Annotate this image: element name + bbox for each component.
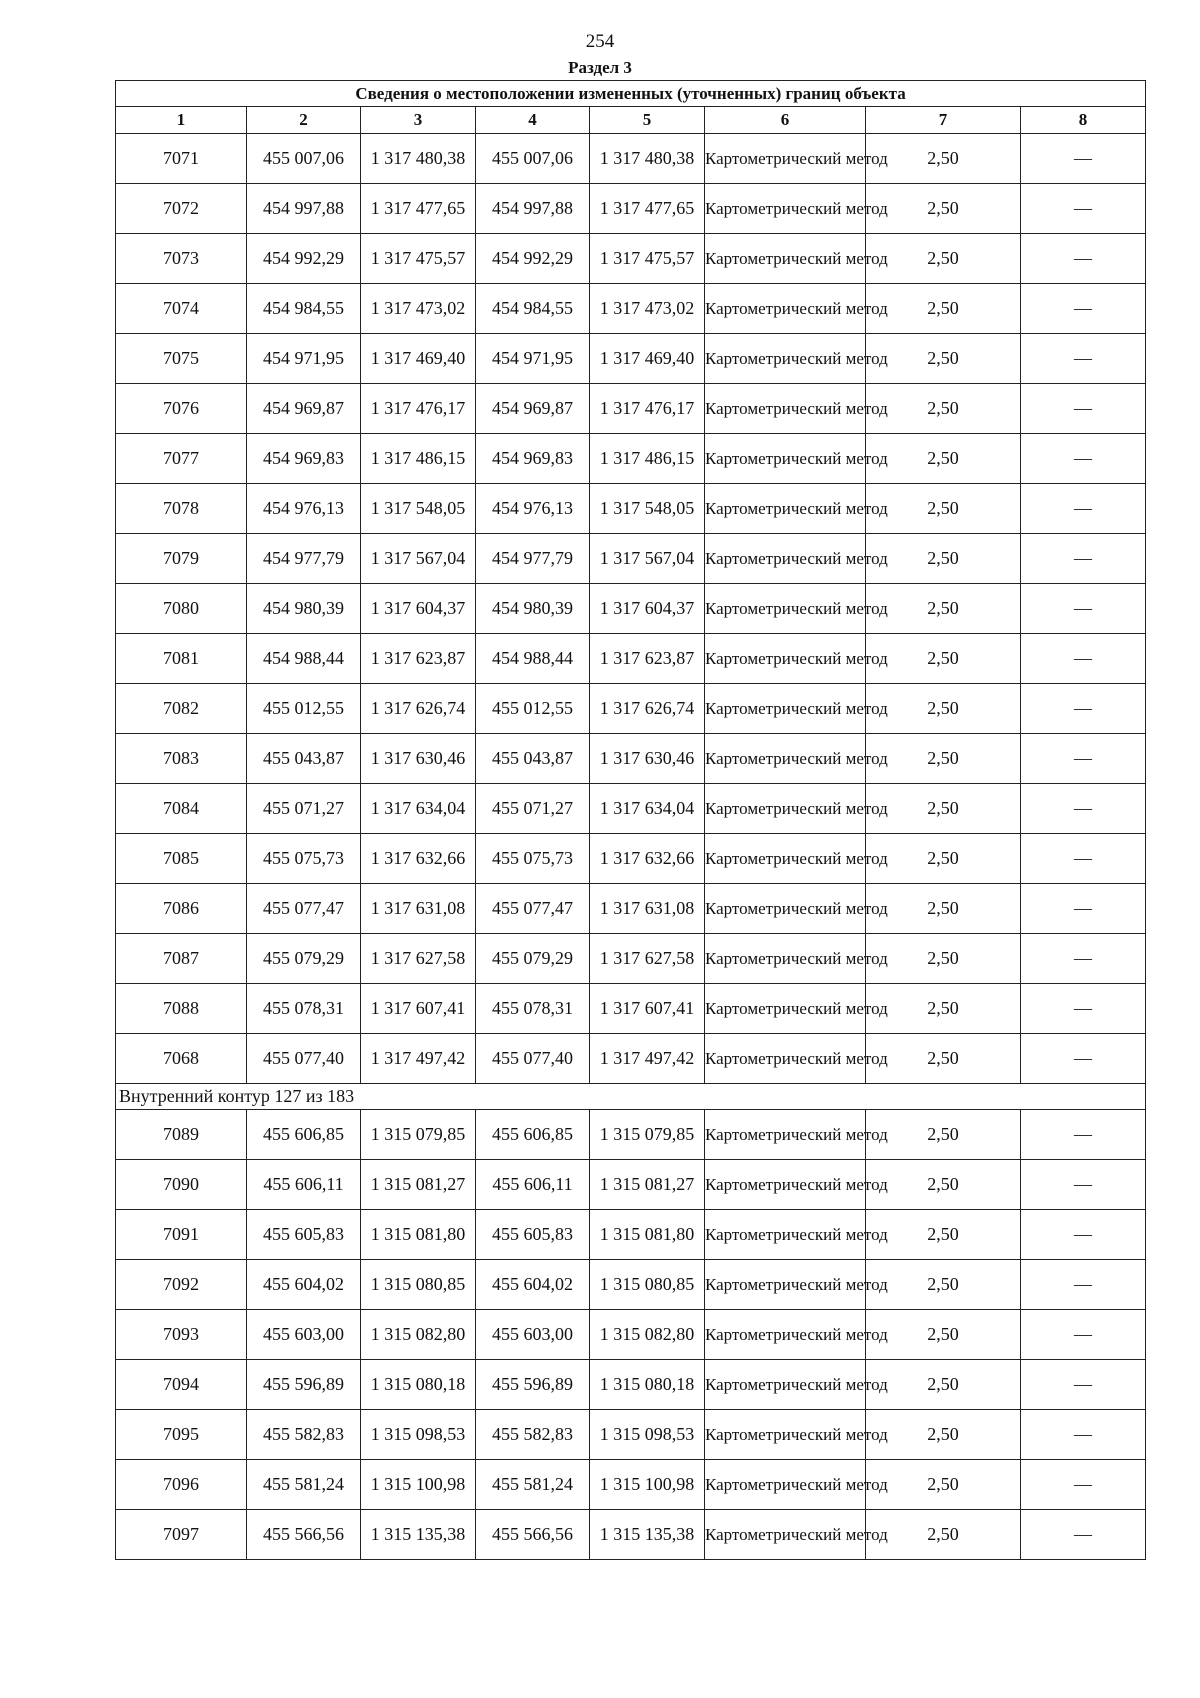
contour-label: Внутренний контур 127 из 183 xyxy=(116,1084,1146,1110)
table-row xyxy=(116,284,1146,334)
x-coordinate-existing-cell: 454 997,88 xyxy=(247,184,361,234)
method-cell: Картометрический метод xyxy=(705,634,866,684)
x-coordinate-refined-cell: 454 997,88 xyxy=(476,184,590,234)
table-row xyxy=(116,384,1146,434)
y-coordinate-refined-cell: 1 315 098,53 xyxy=(590,1410,705,1460)
x-coordinate-existing-cell: 454 992,29 xyxy=(247,234,361,284)
table-row xyxy=(116,884,1146,934)
point-number-cell: 7083 xyxy=(116,734,247,784)
x-coordinate-existing-cell: 454 971,95 xyxy=(247,334,361,384)
y-coordinate-refined-cell: 1 317 631,08 xyxy=(590,884,705,934)
table-row xyxy=(116,534,1146,584)
note-cell: — xyxy=(1021,1410,1146,1460)
y-coordinate-existing-cell: 1 317 469,40 xyxy=(361,334,476,384)
table-row xyxy=(116,234,1146,284)
note-cell: — xyxy=(1021,384,1146,434)
accuracy-cell: 2,50 xyxy=(866,384,1021,434)
x-coordinate-refined-cell: 455 071,27 xyxy=(476,784,590,834)
x-coordinate-refined-cell: 455 582,83 xyxy=(476,1410,590,1460)
accuracy-cell: 2,50 xyxy=(866,584,1021,634)
note-cell: — xyxy=(1021,334,1146,384)
x-coordinate-existing-cell: 454 977,79 xyxy=(247,534,361,584)
column-number: 7 xyxy=(866,107,1021,134)
note-cell: — xyxy=(1021,1160,1146,1210)
accuracy-cell: 2,50 xyxy=(866,1360,1021,1410)
table-row xyxy=(116,184,1146,234)
accuracy-cell: 2,50 xyxy=(866,334,1021,384)
x-coordinate-existing-cell: 455 007,06 xyxy=(247,134,361,184)
method-cell: Картометрический метод xyxy=(705,234,866,284)
y-coordinate-existing-cell: 1 317 473,02 xyxy=(361,284,476,334)
x-coordinate-existing-cell: 455 581,24 xyxy=(247,1460,361,1510)
y-coordinate-refined-cell: 1 317 486,15 xyxy=(590,434,705,484)
table-row xyxy=(116,1034,1146,1084)
x-coordinate-refined-cell: 454 969,83 xyxy=(476,434,590,484)
point-number-cell: 7073 xyxy=(116,234,247,284)
accuracy-cell: 2,50 xyxy=(866,834,1021,884)
method-cell: Картометрический метод xyxy=(705,734,866,784)
table-row xyxy=(116,1510,1146,1560)
note-cell: — xyxy=(1021,134,1146,184)
x-coordinate-existing-cell: 455 604,02 xyxy=(247,1260,361,1310)
accuracy-cell: 2,50 xyxy=(866,534,1021,584)
method-cell: Картометрический метод xyxy=(705,1410,866,1460)
x-coordinate-refined-cell: 455 077,47 xyxy=(476,884,590,934)
note-cell: — xyxy=(1021,284,1146,334)
method-cell: Картометрический метод xyxy=(705,1460,866,1510)
point-number-cell: 7076 xyxy=(116,384,247,434)
note-cell: — xyxy=(1021,1360,1146,1410)
column-number: 5 xyxy=(590,107,705,134)
x-coordinate-existing-cell: 455 606,11 xyxy=(247,1160,361,1210)
table-row xyxy=(116,484,1146,534)
note-cell: — xyxy=(1021,434,1146,484)
y-coordinate-existing-cell: 1 317 480,38 xyxy=(361,134,476,184)
x-coordinate-refined-cell: 455 606,11 xyxy=(476,1160,590,1210)
accuracy-cell: 2,50 xyxy=(866,1110,1021,1160)
x-coordinate-existing-cell: 455 078,31 xyxy=(247,984,361,1034)
note-cell: — xyxy=(1021,484,1146,534)
x-coordinate-refined-cell: 455 581,24 xyxy=(476,1460,590,1510)
x-coordinate-existing-cell: 454 984,55 xyxy=(247,284,361,334)
accuracy-cell: 2,50 xyxy=(866,1310,1021,1360)
method-cell: Картометрический метод xyxy=(705,434,866,484)
column-number: 1 xyxy=(116,107,247,134)
table-row xyxy=(116,1460,1146,1510)
y-coordinate-existing-cell: 1 315 081,80 xyxy=(361,1210,476,1260)
table-row xyxy=(116,334,1146,384)
accuracy-cell: 2,50 xyxy=(866,1034,1021,1084)
y-coordinate-refined-cell: 1 315 080,18 xyxy=(590,1360,705,1410)
accuracy-cell: 2,50 xyxy=(866,734,1021,784)
point-number-cell: 7092 xyxy=(116,1260,247,1310)
method-cell: Картометрический метод xyxy=(705,884,866,934)
y-coordinate-existing-cell: 1 317 567,04 xyxy=(361,534,476,584)
x-coordinate-existing-cell: 455 077,47 xyxy=(247,884,361,934)
point-number-cell: 7090 xyxy=(116,1160,247,1210)
x-coordinate-existing-cell: 454 976,13 xyxy=(247,484,361,534)
x-coordinate-refined-cell: 455 043,87 xyxy=(476,734,590,784)
point-number-cell: 7084 xyxy=(116,784,247,834)
table-body-before-contour xyxy=(116,134,1146,1084)
y-coordinate-refined-cell: 1 317 627,58 xyxy=(590,934,705,984)
table-row xyxy=(116,1160,1146,1210)
y-coordinate-existing-cell: 1 317 626,74 xyxy=(361,684,476,734)
y-coordinate-refined-cell: 1 315 100,98 xyxy=(590,1460,705,1510)
y-coordinate-refined-cell: 1 317 623,87 xyxy=(590,634,705,684)
y-coordinate-refined-cell: 1 317 477,65 xyxy=(590,184,705,234)
note-cell: — xyxy=(1021,834,1146,884)
point-number-cell: 7071 xyxy=(116,134,247,184)
accuracy-cell: 2,50 xyxy=(866,1160,1021,1210)
note-cell: — xyxy=(1021,934,1146,984)
method-cell: Картометрический метод xyxy=(705,1260,866,1310)
accuracy-cell: 2,50 xyxy=(866,884,1021,934)
table-row xyxy=(116,584,1146,634)
note-cell: — xyxy=(1021,734,1146,784)
y-coordinate-refined-cell: 1 317 626,74 xyxy=(590,684,705,734)
x-coordinate-existing-cell: 455 071,27 xyxy=(247,784,361,834)
table-caption: Сведения о местоположении измененных (уточненных) границ объекта xyxy=(116,81,1146,107)
column-number: 2 xyxy=(247,107,361,134)
y-coordinate-refined-cell: 1 317 497,42 xyxy=(590,1034,705,1084)
x-coordinate-refined-cell: 454 988,44 xyxy=(476,634,590,684)
accuracy-cell: 2,50 xyxy=(866,784,1021,834)
note-cell: — xyxy=(1021,1310,1146,1360)
point-number-cell: 7087 xyxy=(116,934,247,984)
y-coordinate-refined-cell: 1 315 081,80 xyxy=(590,1210,705,1260)
note-cell: — xyxy=(1021,1460,1146,1510)
y-coordinate-refined-cell: 1 315 080,85 xyxy=(590,1260,705,1310)
method-cell: Картометрический метод xyxy=(705,534,866,584)
y-coordinate-refined-cell: 1 317 548,05 xyxy=(590,484,705,534)
point-number-cell: 7089 xyxy=(116,1110,247,1160)
y-coordinate-refined-cell: 1 315 081,27 xyxy=(590,1160,705,1210)
table-row xyxy=(116,984,1146,1034)
point-number-cell: 7085 xyxy=(116,834,247,884)
point-number-cell: 7078 xyxy=(116,484,247,534)
point-number-cell: 7081 xyxy=(116,634,247,684)
x-coordinate-existing-cell: 455 077,40 xyxy=(247,1034,361,1084)
y-coordinate-existing-cell: 1 317 548,05 xyxy=(361,484,476,534)
y-coordinate-existing-cell: 1 315 080,85 xyxy=(361,1260,476,1310)
x-coordinate-refined-cell: 455 078,31 xyxy=(476,984,590,1034)
point-number-cell: 7097 xyxy=(116,1510,247,1560)
x-coordinate-existing-cell: 454 988,44 xyxy=(247,634,361,684)
y-coordinate-refined-cell: 1 317 630,46 xyxy=(590,734,705,784)
point-number-cell: 7096 xyxy=(116,1460,247,1510)
y-coordinate-existing-cell: 1 317 476,17 xyxy=(361,384,476,434)
y-coordinate-refined-cell: 1 317 475,57 xyxy=(590,234,705,284)
y-coordinate-existing-cell: 1 315 079,85 xyxy=(361,1110,476,1160)
method-cell: Картометрический метод xyxy=(705,384,866,434)
table-row xyxy=(116,1260,1146,1310)
x-coordinate-refined-cell: 455 604,02 xyxy=(476,1260,590,1310)
x-coordinate-existing-cell: 455 079,29 xyxy=(247,934,361,984)
table-row xyxy=(116,934,1146,984)
method-cell: Картометрический метод xyxy=(705,834,866,884)
section-title: Раздел 3 xyxy=(568,58,632,77)
y-coordinate-existing-cell: 1 317 477,65 xyxy=(361,184,476,234)
y-coordinate-existing-cell: 1 317 607,41 xyxy=(361,984,476,1034)
x-coordinate-refined-cell: 455 596,89 xyxy=(476,1360,590,1410)
accuracy-cell: 2,50 xyxy=(866,984,1021,1034)
note-cell: — xyxy=(1021,584,1146,634)
accuracy-cell: 2,50 xyxy=(866,1260,1021,1310)
note-cell: — xyxy=(1021,1110,1146,1160)
y-coordinate-refined-cell: 1 315 079,85 xyxy=(590,1110,705,1160)
point-number-cell: 7079 xyxy=(116,534,247,584)
method-cell: Картометрический метод xyxy=(705,1160,866,1210)
y-coordinate-refined-cell: 1 317 567,04 xyxy=(590,534,705,584)
note-cell: — xyxy=(1021,1510,1146,1560)
point-number-cell: 7088 xyxy=(116,984,247,1034)
note-cell: — xyxy=(1021,1210,1146,1260)
note-cell: — xyxy=(1021,634,1146,684)
x-coordinate-refined-cell: 455 007,06 xyxy=(476,134,590,184)
method-cell: Картометрический метод xyxy=(705,584,866,634)
note-cell: — xyxy=(1021,1260,1146,1310)
method-cell: Картометрический метод xyxy=(705,684,866,734)
method-cell: Картометрический метод xyxy=(705,984,866,1034)
y-coordinate-refined-cell: 1 317 480,38 xyxy=(590,134,705,184)
y-coordinate-refined-cell: 1 317 476,17 xyxy=(590,384,705,434)
point-number-cell: 7095 xyxy=(116,1410,247,1460)
contour-header-row xyxy=(116,1084,1146,1110)
table-row xyxy=(116,634,1146,684)
point-number-cell: 7094 xyxy=(116,1360,247,1410)
x-coordinate-refined-cell: 455 079,29 xyxy=(476,934,590,984)
point-number-cell: 7077 xyxy=(116,434,247,484)
point-number-cell: 7074 xyxy=(116,284,247,334)
table-row xyxy=(116,1360,1146,1410)
accuracy-cell: 2,50 xyxy=(866,1410,1021,1460)
x-coordinate-existing-cell: 455 012,55 xyxy=(247,684,361,734)
table-row xyxy=(116,734,1146,784)
y-coordinate-refined-cell: 1 317 604,37 xyxy=(590,584,705,634)
point-number-cell: 7080 xyxy=(116,584,247,634)
x-coordinate-existing-cell: 455 605,83 xyxy=(247,1210,361,1260)
y-coordinate-refined-cell: 1 317 473,02 xyxy=(590,284,705,334)
y-coordinate-existing-cell: 1 317 631,08 xyxy=(361,884,476,934)
column-number-row xyxy=(116,107,1146,134)
y-coordinate-existing-cell: 1 317 604,37 xyxy=(361,584,476,634)
x-coordinate-existing-cell: 455 043,87 xyxy=(247,734,361,784)
point-number-cell: 7091 xyxy=(116,1210,247,1260)
accuracy-cell: 2,50 xyxy=(866,934,1021,984)
table-row xyxy=(116,434,1146,484)
x-coordinate-refined-cell: 454 992,29 xyxy=(476,234,590,284)
note-cell: — xyxy=(1021,984,1146,1034)
x-coordinate-existing-cell: 455 603,00 xyxy=(247,1310,361,1360)
table-row xyxy=(116,1310,1146,1360)
point-number-cell: 7068 xyxy=(116,1034,247,1084)
y-coordinate-refined-cell: 1 317 632,66 xyxy=(590,834,705,884)
x-coordinate-existing-cell: 455 596,89 xyxy=(247,1360,361,1410)
note-cell: — xyxy=(1021,684,1146,734)
x-coordinate-refined-cell: 454 971,95 xyxy=(476,334,590,384)
method-cell: Картометрический метод xyxy=(705,1210,866,1260)
note-cell: — xyxy=(1021,234,1146,284)
contour-section xyxy=(116,1084,1146,1110)
y-coordinate-existing-cell: 1 315 081,27 xyxy=(361,1160,476,1210)
x-coordinate-refined-cell: 455 077,40 xyxy=(476,1034,590,1084)
table-row xyxy=(116,834,1146,884)
x-coordinate-existing-cell: 455 075,73 xyxy=(247,834,361,884)
column-number: 6 xyxy=(705,107,866,134)
method-cell: Картометрический метод xyxy=(705,1360,866,1410)
accuracy-cell: 2,50 xyxy=(866,234,1021,284)
x-coordinate-existing-cell: 454 969,87 xyxy=(247,384,361,434)
y-coordinate-existing-cell: 1 317 630,46 xyxy=(361,734,476,784)
x-coordinate-refined-cell: 455 605,83 xyxy=(476,1210,590,1260)
accuracy-cell: 2,50 xyxy=(866,634,1021,684)
x-coordinate-refined-cell: 454 984,55 xyxy=(476,284,590,334)
y-coordinate-existing-cell: 1 317 632,66 xyxy=(361,834,476,884)
x-coordinate-refined-cell: 454 976,13 xyxy=(476,484,590,534)
table-row xyxy=(116,1110,1146,1160)
x-coordinate-existing-cell: 454 980,39 xyxy=(247,584,361,634)
x-coordinate-refined-cell: 455 606,85 xyxy=(476,1110,590,1160)
y-coordinate-existing-cell: 1 317 486,15 xyxy=(361,434,476,484)
y-coordinate-existing-cell: 1 315 135,38 xyxy=(361,1510,476,1560)
point-number-cell: 7086 xyxy=(116,884,247,934)
column-number: 4 xyxy=(476,107,590,134)
point-number-cell: 7075 xyxy=(116,334,247,384)
note-cell: — xyxy=(1021,1034,1146,1084)
point-number-cell: 7093 xyxy=(116,1310,247,1360)
x-coordinate-refined-cell: 455 075,73 xyxy=(476,834,590,884)
y-coordinate-refined-cell: 1 315 082,80 xyxy=(590,1310,705,1360)
method-cell: Картометрический метод xyxy=(705,934,866,984)
coordinates-table xyxy=(115,80,1146,1560)
x-coordinate-refined-cell: 454 969,87 xyxy=(476,384,590,434)
y-coordinate-existing-cell: 1 315 082,80 xyxy=(361,1310,476,1360)
x-coordinate-existing-cell: 455 582,83 xyxy=(247,1410,361,1460)
method-cell: Картометрический метод xyxy=(705,1034,866,1084)
column-number: 8 xyxy=(1021,107,1146,134)
note-cell: — xyxy=(1021,534,1146,584)
note-cell: — xyxy=(1021,784,1146,834)
accuracy-cell: 2,50 xyxy=(866,1510,1021,1560)
x-coordinate-refined-cell: 454 977,79 xyxy=(476,534,590,584)
x-coordinate-refined-cell: 455 603,00 xyxy=(476,1310,590,1360)
note-cell: — xyxy=(1021,884,1146,934)
method-cell: Картометрический метод xyxy=(705,184,866,234)
y-coordinate-existing-cell: 1 317 497,42 xyxy=(361,1034,476,1084)
column-number: 3 xyxy=(361,107,476,134)
table-row xyxy=(116,784,1146,834)
point-number-cell: 7082 xyxy=(116,684,247,734)
y-coordinate-refined-cell: 1 317 634,04 xyxy=(590,784,705,834)
method-cell: Картометрический метод xyxy=(705,134,866,184)
method-cell: Картометрический метод xyxy=(705,284,866,334)
accuracy-cell: 2,50 xyxy=(866,1460,1021,1510)
accuracy-cell: 2,50 xyxy=(866,684,1021,734)
method-cell: Картометрический метод xyxy=(705,1510,866,1560)
accuracy-cell: 2,50 xyxy=(866,1210,1021,1260)
y-coordinate-existing-cell: 1 317 634,04 xyxy=(361,784,476,834)
accuracy-cell: 2,50 xyxy=(866,434,1021,484)
x-coordinate-existing-cell: 454 969,83 xyxy=(247,434,361,484)
y-coordinate-existing-cell: 1 315 098,53 xyxy=(361,1410,476,1460)
y-coordinate-refined-cell: 1 315 135,38 xyxy=(590,1510,705,1560)
method-cell: Картометрический метод xyxy=(705,1110,866,1160)
table-row xyxy=(116,134,1146,184)
page-number: 254 xyxy=(585,31,615,52)
accuracy-cell: 2,50 xyxy=(866,284,1021,334)
table-row xyxy=(116,1210,1146,1260)
y-coordinate-refined-cell: 1 317 469,40 xyxy=(590,334,705,384)
accuracy-cell: 2,50 xyxy=(866,484,1021,534)
x-coordinate-existing-cell: 455 566,56 xyxy=(247,1510,361,1560)
y-coordinate-existing-cell: 1 315 100,98 xyxy=(361,1460,476,1510)
x-coordinate-refined-cell: 454 980,39 xyxy=(476,584,590,634)
method-cell: Картометрический метод xyxy=(705,1310,866,1360)
accuracy-cell: 2,50 xyxy=(866,134,1021,184)
y-coordinate-existing-cell: 1 317 623,87 xyxy=(361,634,476,684)
y-coordinate-existing-cell: 1 317 627,58 xyxy=(361,934,476,984)
point-number-cell: 7072 xyxy=(116,184,247,234)
table-row xyxy=(116,1410,1146,1460)
table-body-after-contour xyxy=(116,1110,1146,1560)
y-coordinate-refined-cell: 1 317 607,41 xyxy=(590,984,705,1034)
note-cell: — xyxy=(1021,184,1146,234)
method-cell: Картометрический метод xyxy=(705,784,866,834)
accuracy-cell: 2,50 xyxy=(866,184,1021,234)
x-coordinate-refined-cell: 455 012,55 xyxy=(476,684,590,734)
method-cell: Картометрический метод xyxy=(705,334,866,384)
y-coordinate-existing-cell: 1 315 080,18 xyxy=(361,1360,476,1410)
y-coordinate-existing-cell: 1 317 475,57 xyxy=(361,234,476,284)
method-cell: Картометрический метод xyxy=(705,484,866,534)
x-coordinate-refined-cell: 455 566,56 xyxy=(476,1510,590,1560)
table-row xyxy=(116,684,1146,734)
x-coordinate-existing-cell: 455 606,85 xyxy=(247,1110,361,1160)
